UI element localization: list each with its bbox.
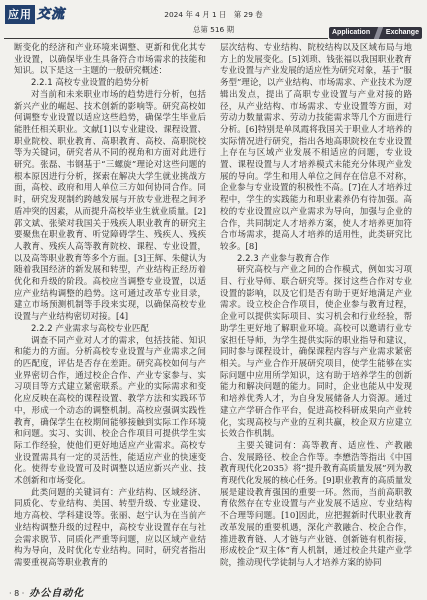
body-paragraph: 研究高校与产业之间的合作模式，例如实习项目、行业导师、联合研究等。探讨这些合作对专业设置的影响，以及它们是否有助于更好地满足产业需求。设立校企合作项目，使企业参与教育过程，企业可以提供实际项目、实习机会和行业经验，帮助学生更好地了解职业环境。高校可以邀请行业专家担任导师，为学生提供实际的职业指导和建议，同时参与课程设计，确保课程内容与产业需求紧密相关。与产业合作开展研究项目，使学生能够在实际问题中应用所学知识，这有助于培养学生的创新能力和解决问题的能力。同时，企业也能从中发现和培养优秀人才，为自身发展储备人力资源。通过建立产学研合作平台，促进高校科研成果向产业转化，实现高校与产业的互利共赢，校企双方应建立长效合作机制。 bbox=[220, 265, 412, 440]
body-paragraph: 层次结构、专业结构、院校结构以及区域布局与地方上的发展变化。[5]刘琐、钱张福以我国职业教育专业设置与产业发展的适应性为研究对象，基于“服务型”理论，以产业结构、市场需求、产业技术为逻辑出发点，提出了高职专业设置与产业对接的路径，从产业结构、市场需求、专业设置等方面，对劳动力数量需求、劳动力技能需求等几个方面进行分析。[6]特别是单凤霞将我国关于职业人才培养的实际情况进行研究，指出各地高职院校在专业设置上存在与区域产业发展不相适应的问题，专业设置、课程设置与人才培养模式未能充分体现产业发展的导向。学生和用人单位之间存在信息不对称，企业参与专业设置的积极性不高。[7]在人才培养过程中，学生的实践能力和职业素养仍有待加强。高校的专业设置应以产业需求为导向，加强与企业的合作，共同制定人才培养方案，使人才培养更加符合市场需求，提高人才培养的适用性，此类研究比较多。[8] bbox=[220, 43, 412, 252]
body-paragraph: 此类问题的关键词有：产业结构、区域经济、同质化、专业结构、美国、转型升级、专业建设、地方高校、学科建设等。张丽、赵宁认为在当前产业结构调整升级的过程中，高校专业设置存在与社会需求脱节、同质化严重等问题，应以区域产业结构为导向，及时优化专业结构。同时，研究者指出需要重视高等职业教育的 bbox=[14, 487, 206, 568]
section-heading: 2.2.2 产业需求与高校专业匹配 bbox=[31, 323, 149, 334]
logo-text-primary: 应用 bbox=[5, 5, 35, 24]
page-number: · 8 · bbox=[9, 589, 25, 598]
badge-divider bbox=[373, 27, 382, 39]
logo-text-secondary: 交流 bbox=[37, 7, 66, 22]
section-badge-right: Exchange bbox=[385, 29, 419, 36]
section-heading: 2.2.1 高校专业设置的趋势分析 bbox=[31, 78, 149, 89]
body-paragraph: 主要关键词有：高等教育、适应性、产教融合、发展路径、校企合作等。李懋浩等指出《中国教育现代化2035》将“提升教育高质量发展”列为教育现代化发展的核心任务。[9]职业教育的高质量发展是建设教育强国的重要一环。然而，当前高职教育依然存在专业设置与产业发展不适应、专业结构不合理等问题。[10]因此，应把握新时代职业教育改革发展的重要机遇，深化产教融合、校企合作，推进教育链、人才链与产业链、创新链有机衔接，形成校企“双主体”育人机制，通过校企共建产业学院，推动现代学徒制与人才培养方案的协同 bbox=[220, 440, 412, 568]
journal-name: 办公自动化 bbox=[29, 588, 85, 599]
page-footer bbox=[9, 584, 84, 599]
issue-date-volume: 2024 年 4 月 1 日 第 29 卷 bbox=[164, 10, 263, 19]
section-badge bbox=[329, 27, 422, 39]
right-column bbox=[220, 43, 412, 570]
section-heading: 2.2.3 产业参与教育合作 bbox=[237, 253, 330, 264]
left-column bbox=[14, 43, 206, 570]
body-paragraph: 断变化的经济和产业环境来调整、更新和优化其专业设置，以确保毕业生具备符合市场需求的技能和知识。以下是这一主题的一般研究概述： bbox=[14, 43, 206, 77]
header-rule bbox=[4, 38, 328, 39]
body-paragraph: 对当前和未来职业市场的趋势进行分析，包括新兴产业的崛起、技术创新的影响等。研究高校如何调整专业设置以适应这些趋势，确保学生毕业后能胜任相关职业。文献[1]以专业建设、课程设置、职业院校、职业教育、高职教育、高校、高职院校等为关键词，研究者从不同的视角和方面对此进行研究。张磊、韦钢基于“三螺旋”理论对这些问题的根本原因进行分析，探索在解决大学生就业挑战方面，高校、政府和用人单位三方如何协同合作。同时，研究发现制约跨越发展与开放专业进程之间矛盾冲突的因素，从而提升高校毕业生就业质量。[2]郭文斌、张梁对我国关于残疾人职业教育的研究主要聚焦在职业教育、听觉障碍学生、残疾人、残疾人教育、残疾人高等教育院校、课程、专业设置，以及高等职业教育等多个方面。[3]王辉、朱健认为随着我国经济的新发展和转型，产业结构正经历着优化和升级的阶段。高校应当调整专业设置，以适应产业结构调整的趋势。这可通过改革专业目录，建立市场预测机制等手段来实现，以确保高校专业设置与产业结构密切对接。[4] bbox=[14, 89, 206, 323]
body-paragraph: 调查不同产业对人才的需求，包括技能、知识和能力的方面。分析高校专业设置与产业需求之间的匹配度，评估是否存在差距。研究高校如何与产业界密切合作，通过校企合作、产业专家参与、实习项目等方式建立紧密联系。产业的实际需求和变化应反映在高校的课程设置、教学方法和实践环节中，形成一个动态的调整机制。高校应强调实践性教育，确保学生在校期间能够接触到实际工作环境和问题。实习、实训、校企合作项目可提供学生实际工作经验，使他们更好地适应产业需求。高校专业设置需具有一定的灵活性，能适应产业的快速变化。使得专业设置可及时调整以适应新兴产业、技术创新和市场变化。 bbox=[14, 335, 206, 487]
section-badge-left: Application bbox=[332, 29, 371, 36]
issue-total-number: 总第 516 期 bbox=[193, 25, 234, 34]
